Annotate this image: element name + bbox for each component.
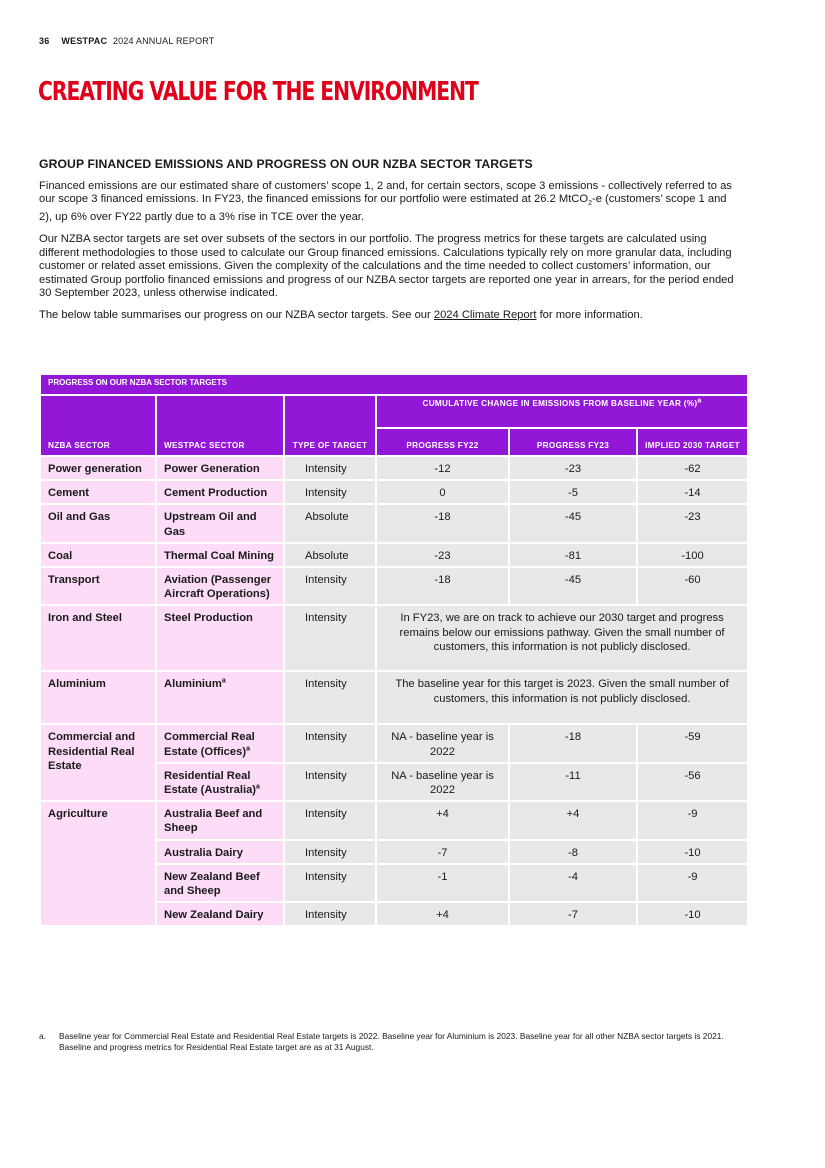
header-progress-fy22: PROGRESS FY22 [376,428,509,456]
table-row [40,456,748,480]
cell-2030: -14 [637,480,748,504]
cell-fy23: -45 [509,504,637,542]
cell-fy22: -7 [376,840,509,864]
cell-fy22: 0 [376,480,509,504]
table-row [40,724,748,762]
footnote-marker: a [246,744,250,752]
paragraph-text: The below table summarises our progress on our NZBA sector targets. See our [39,309,434,322]
cell-fy23: -8 [509,840,637,864]
header-cumulative-change [376,395,748,428]
cell-fy22: +4 [376,902,509,926]
cell-2030: -9 [637,864,748,902]
cell-westpac-sector: Steel Production [156,605,284,671]
paragraph-text: Financed emissions are our estimated share of customers’ scope 1, 2 and, for certain sectors, scope 3 emissions - collectively referred to as our scope 3 financed emissions. In FY23, the financed emissions for our portfolio were estimated at 26.2 MtCO [39,180,732,206]
footnote-label: a. [39,1031,46,1041]
paragraph-nzba-targets: Our NZBA sector targets are set over subsets of the sectors in our portfolio. The progress metrics for these targets are calculated using different methodologies to those used to calculate our Group financed emissions. Calculations typically rely on more granular data, including customer or related asset emissions. Given the complexity of the calculations and the time needed to collect customers’ information, our estimated Group portfolio financed emissions and progress of our NZBA sector targets are reported one year in arrears, for the period ended 30 September 2023, unless otherwise indicated. [39,233,734,300]
footnote-text: Baseline year for Commercial Real Estate and Residential Real Estate targets is 2022. Baseline year for Aluminium is 2023. Baseline year for all other NZBA sector targets is 2021. Baseline and progress metrics for Residential Real Estate target are as at 31 August. [59,1031,724,1052]
cell-fy23: -7 [509,902,637,926]
section-heading: GROUP FINANCED EMISSIONS AND PROGRESS ON OUR NZBA SECTOR TARGETS [39,157,533,171]
table-row [40,605,748,671]
header-text: CUMULATIVE CHANGE IN EMISSIONS FROM BASELINE YEAR (%) [422,399,698,408]
cell-fy23: -18 [509,724,637,762]
cell-fy22: NA - baseline year is 2022 [376,763,509,801]
cell-2030: -100 [637,543,748,567]
paragraph-text: for more information. [536,309,643,322]
table-row [40,543,748,567]
cell-type: Intensity [284,840,376,864]
cell-westpac-sector [156,724,284,762]
cell-type: Intensity [284,480,376,504]
cell-2030: -10 [637,840,748,864]
cell-westpac-sector [156,763,284,801]
cell-nzba-sector: Agriculture [40,801,156,926]
cell-fy22: +4 [376,801,509,839]
cell-nzba-sector: Aluminium [40,671,156,724]
cell-westpac-sector [156,671,284,724]
footnote-marker: a [697,397,702,405]
cell-fy22: -18 [376,567,509,605]
intro-section [39,157,739,332]
cell-nzba-sector: Coal [40,543,156,567]
cell-nzba-sector: Power generation [40,456,156,480]
cell-nzba-sector: Transport [40,567,156,605]
table-row [40,504,748,542]
cell-2030: -56 [637,763,748,801]
cell-type: Absolute [284,543,376,567]
cell-fy22: -1 [376,864,509,902]
header-progress-fy23: PROGRESS FY23 [509,428,637,456]
cell-fy22: NA - baseline year is 2022 [376,724,509,762]
cell-fy23: -23 [509,456,637,480]
footnote [39,1031,751,1052]
cell-note: In FY23, we are on track to achieve our 2030 target and progress remains below our emissions pathway. Given the small number of customers, this information is not publicly disclosed. [376,605,748,671]
subscript: 2 [588,200,592,208]
nzba-progress-table [39,373,749,927]
cell-type: Intensity [284,605,376,671]
cell-nzba-sector: Cement [40,480,156,504]
cell-2030: -23 [637,504,748,542]
cell-note: The baseline year for this target is 2023. Given the small number of customers, this information is not publicly disclosed. [376,671,748,724]
cell-nzba-sector: Iron and Steel [40,605,156,671]
table-row [40,567,748,605]
cell-westpac-sector: Power Generation [156,456,284,480]
header-nzba-sector: NZBA SECTOR [40,395,156,456]
cell-fy23: +4 [509,801,637,839]
cell-fy22: -23 [376,543,509,567]
header-westpac-sector: WESTPAC SECTOR [156,395,284,456]
page-header [39,36,215,46]
cell-fy23: -5 [509,480,637,504]
footnote-marker: a [256,783,260,791]
table-row [40,801,748,839]
cell-westpac-sector: Australia Dairy [156,840,284,864]
cell-2030: -60 [637,567,748,605]
cell-nzba-sector: Oil and Gas [40,504,156,542]
paragraph-summary [39,309,739,322]
header-implied-2030: IMPLIED 2030 TARGET [637,428,748,456]
cell-2030: -59 [637,724,748,762]
report-name: 2024 ANNUAL REPORT [112,36,215,46]
page-title: CREATING VALUE FOR THE ENVIRONMENT [38,77,478,107]
westpac-sector-text: Commercial Real Estate (Offices) [164,731,255,758]
cell-fy23: -81 [509,543,637,567]
cell-westpac-sector: Australia Beef and Sheep [156,801,284,839]
cell-fy22: -18 [376,504,509,542]
cell-type: Absolute [284,504,376,542]
cell-type: Intensity [284,724,376,762]
brand-name: WESTPAC [61,36,108,46]
cell-fy23: -4 [509,864,637,902]
westpac-sector-text: Aluminium [164,678,222,691]
cell-type: Intensity [284,801,376,839]
cell-fy23: -45 [509,567,637,605]
footnote-marker: a [221,677,226,685]
cell-westpac-sector: New Zealand Dairy [156,902,284,926]
table-caption: PROGRESS ON OUR NZBA SECTOR TARGETS [40,374,748,395]
cell-type: Intensity [284,864,376,902]
cell-type: Intensity [284,567,376,605]
cell-type: Intensity [284,671,376,724]
cell-type: Intensity [284,456,376,480]
westpac-sector-text: Residential Real Estate (Australia) [164,769,257,797]
cell-2030: -10 [637,902,748,926]
cell-2030: -9 [637,801,748,839]
cell-nzba-sector: Commercial and Residential Real Estate [40,724,156,801]
cell-westpac-sector: Upstream Oil and Gas [156,504,284,542]
cell-westpac-sector: Aviation (Passenger Aircraft Operations) [156,567,284,605]
climate-report-link[interactable]: 2024 Climate Report [433,309,537,322]
page-number: 36 [39,36,50,46]
table-row [40,480,748,504]
cell-type: Intensity [284,902,376,926]
cell-westpac-sector: New Zealand Beef and Sheep [156,864,284,902]
paragraph-text: -e (customers’ scope 1 and 2), up 6% over FY22 partly due to a 3% rise in TCE over the year. [39,193,727,224]
cell-2030: -62 [637,456,748,480]
header-type-of-target: TYPE OF TARGET [284,395,376,456]
paragraph-financed-emissions [39,180,739,224]
cell-fy22: -12 [376,456,509,480]
cell-westpac-sector: Thermal Coal Mining [156,543,284,567]
cell-type: Intensity [284,763,376,801]
cell-westpac-sector: Cement Production [156,480,284,504]
table-row [40,671,748,724]
cell-fy23: -11 [509,763,637,801]
